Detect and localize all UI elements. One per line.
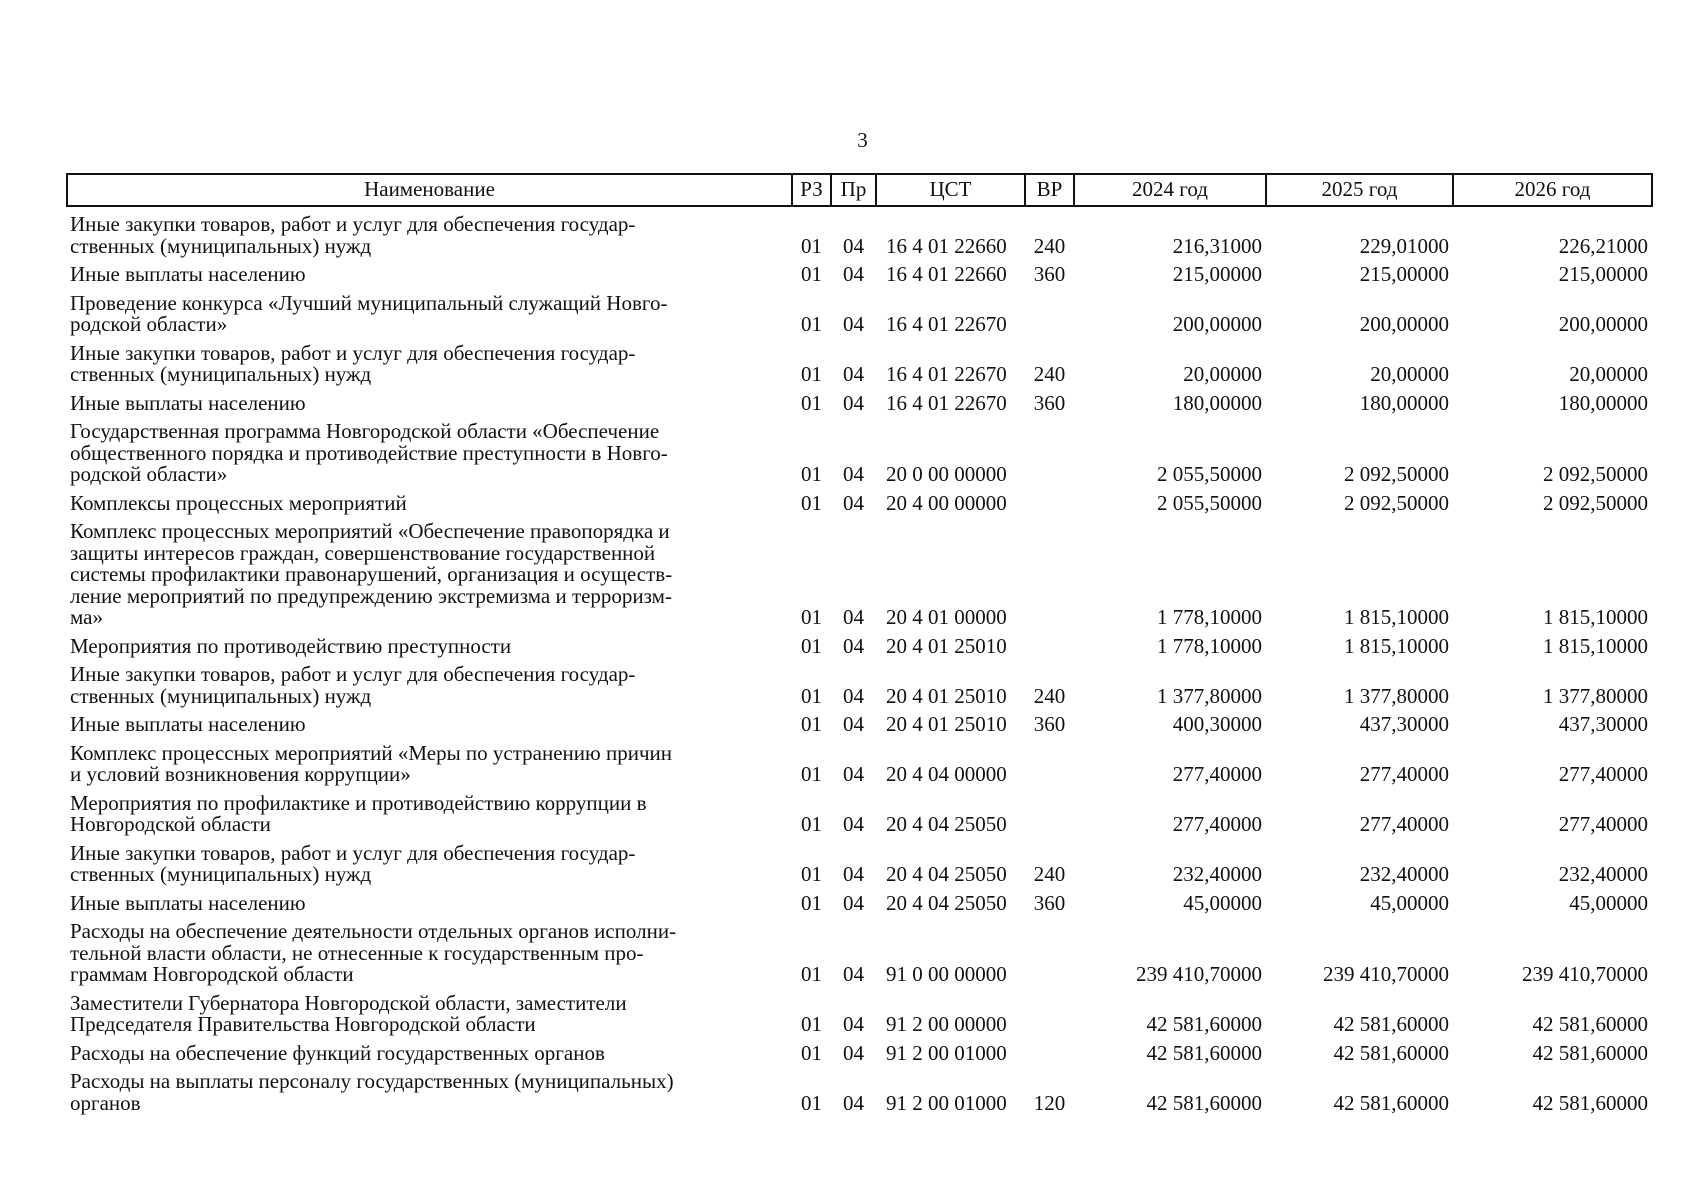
row-value-2024: 215,00000 <box>1172 262 1262 286</box>
row-name-line: Расходы на выплаты персоналу государственных (муниципальных) <box>70 1069 674 1093</box>
row-vr: 240 <box>1033 362 1066 386</box>
row-name-line: Мероприятия по профилактике и противодействию коррупции в <box>70 790 647 815</box>
row-value-2025: 232,40000 <box>1359 862 1449 886</box>
row-value-2025: 239 410,70000 <box>1323 962 1449 986</box>
row-value-2024: 2 055,50000 <box>1157 462 1262 486</box>
row-name-line: Председателя Правительства Новгородской области <box>70 1012 536 1036</box>
row-name <box>67 707 792 736</box>
row-pr: 04 <box>843 683 864 708</box>
table-row <box>67 986 1652 1036</box>
row-name-line: Иные закупки товаров, работ и услуг для обеспечения государ- <box>70 212 636 236</box>
row-cst: 91 0 00 00000 <box>886 962 1007 986</box>
row-name <box>67 1064 792 1114</box>
column-header-2026: 2026 год <box>1453 174 1652 206</box>
row-value-2025: 1 815,10000 <box>1344 605 1449 629</box>
row-pr: 04 <box>843 890 864 915</box>
table-row <box>67 257 1652 286</box>
table-row <box>67 386 1652 415</box>
table-row <box>67 707 1652 736</box>
row-name <box>67 1036 792 1065</box>
row-vr: 240 <box>1033 233 1066 258</box>
row-name <box>67 657 792 707</box>
row-name-line: ственных (муниципальных) нужд <box>70 862 372 886</box>
table-row <box>67 786 1652 836</box>
row-rz: 01 <box>801 862 822 886</box>
row-vr: 360 <box>1033 262 1066 286</box>
row-name-line: Иные закупки товаров, работ и услуг для обеспечения государ- <box>70 340 636 365</box>
row-name-line: Мероприятия по противодействию преступности <box>70 633 512 658</box>
row-cst: 20 4 01 25010 <box>886 633 1007 658</box>
row-pr: 04 <box>843 490 864 515</box>
row-value-2026: 42 581,60000 <box>1532 1012 1648 1036</box>
column-header-pr: Пр <box>831 174 876 206</box>
row-name-line: ственных (муниципальных) нужд <box>70 233 372 258</box>
row-value-2025: 42 581,60000 <box>1333 1090 1449 1115</box>
row-vr: 240 <box>1033 862 1066 886</box>
row-name-line: Комплексы процессных мероприятий <box>70 490 407 515</box>
row-name-line: ственных (муниципальных) нужд <box>70 683 372 708</box>
row-rz: 01 <box>801 233 822 258</box>
row-pr: 04 <box>843 1090 864 1115</box>
row-pr: 04 <box>843 1012 864 1036</box>
row-value-2024: 1 778,10000 <box>1157 633 1262 658</box>
budget-table <box>66 173 1653 1114</box>
row-value-2024: 216,31000 <box>1172 233 1262 258</box>
row-rz: 01 <box>801 890 822 915</box>
row-vr <box>1025 514 1074 629</box>
row-value-2025: 229,01000 <box>1359 233 1449 258</box>
row-name-line: Расходы на обеспечение функций государственных органов <box>70 1040 605 1065</box>
row-value-2026: 215,00000 <box>1558 262 1648 286</box>
row-rz: 01 <box>801 462 822 486</box>
row-rz: 01 <box>801 683 822 708</box>
row-pr: 04 <box>843 712 864 736</box>
row-cst: 20 4 01 00000 <box>886 605 1007 629</box>
row-name <box>67 836 792 886</box>
row-cst: 20 4 04 25050 <box>886 812 1007 836</box>
row-name <box>67 486 792 515</box>
row-name-line: и условий возникновения коррупции» <box>70 762 411 786</box>
row-pr: 04 <box>843 605 864 629</box>
row-name <box>67 386 792 415</box>
row-name-line: Государственная программа Новгородской области «Обеспечение <box>70 419 660 443</box>
row-value-2026: 226,21000 <box>1558 233 1648 258</box>
row-value-2026: 2 092,50000 <box>1543 462 1648 486</box>
row-vr <box>1025 914 1074 986</box>
row-name-line: Комплекс процессных мероприятий «Обеспечение правопорядка и <box>70 519 670 543</box>
row-name-line: Новгородской области <box>70 812 271 836</box>
row-name-line: ма» <box>70 605 103 629</box>
row-cst: 16 4 01 22670 <box>886 362 1007 386</box>
row-value-2026: 42 581,60000 <box>1532 1090 1648 1115</box>
row-pr: 04 <box>843 762 864 786</box>
row-value-2025: 277,40000 <box>1359 812 1449 836</box>
row-cst: 16 4 01 22670 <box>886 312 1007 336</box>
row-value-2024: 42 581,60000 <box>1146 1012 1262 1036</box>
row-rz: 01 <box>801 812 822 836</box>
row-name <box>67 414 792 486</box>
table-header-row <box>67 174 1652 206</box>
row-cst: 20 4 04 25050 <box>886 890 1007 915</box>
row-name-line: Иные закупки товаров, работ и услуг для обеспечения государ- <box>70 662 636 686</box>
row-rz: 01 <box>801 312 822 336</box>
row-vr <box>1025 414 1074 486</box>
table-row <box>67 206 1652 257</box>
row-value-2026: 277,40000 <box>1558 812 1648 836</box>
table-row <box>67 1036 1652 1065</box>
row-value-2024: 277,40000 <box>1172 812 1262 836</box>
row-name-line: защиты интересов граждан, совершенствование государственной <box>70 540 656 565</box>
row-cst: 16 4 01 22670 <box>886 390 1007 415</box>
row-name-line: ление мероприятий по предупреждению экстремизма и терроризм- <box>70 583 672 608</box>
row-value-2024: 200,00000 <box>1172 312 1262 336</box>
row-value-2024: 1 778,10000 <box>1157 605 1262 629</box>
page-number: 3 <box>857 128 868 152</box>
row-rz: 01 <box>801 712 822 736</box>
row-name-line: системы профилактики правонарушений, организация и осуществ- <box>70 562 673 586</box>
row-pr: 04 <box>843 233 864 258</box>
row-vr: 360 <box>1033 890 1066 915</box>
row-value-2026: 277,40000 <box>1558 762 1648 786</box>
row-pr: 04 <box>843 962 864 986</box>
row-value-2025: 42 581,60000 <box>1333 1040 1449 1065</box>
row-pr: 04 <box>843 362 864 386</box>
row-name-line: Проведение конкурса «Лучший муниципальный служащий Новго- <box>70 290 668 315</box>
row-vr <box>1025 986 1074 1036</box>
row-name-line: Иные выплаты населению <box>70 890 306 915</box>
row-vr <box>1025 286 1074 336</box>
row-pr: 04 <box>843 312 864 336</box>
row-value-2024: 180,00000 <box>1172 390 1262 415</box>
row-value-2025: 437,30000 <box>1359 712 1449 736</box>
row-value-2026: 1 377,80000 <box>1543 683 1648 708</box>
table-row <box>67 336 1652 386</box>
row-value-2025: 1 815,10000 <box>1344 633 1449 658</box>
row-value-2026: 2 092,50000 <box>1543 490 1648 515</box>
row-name-line: Иные закупки товаров, работ и услуг для обеспечения государ- <box>70 840 636 865</box>
table-row <box>67 286 1652 336</box>
row-name <box>67 736 792 786</box>
row-name-line: Иные выплаты населению <box>70 390 306 415</box>
row-value-2026: 200,00000 <box>1558 312 1648 336</box>
row-name-line: родской области» <box>70 312 228 336</box>
row-name <box>67 206 792 257</box>
row-value-2024: 277,40000 <box>1172 762 1262 786</box>
row-vr: 240 <box>1033 683 1066 708</box>
table-row <box>67 514 1652 629</box>
row-rz: 01 <box>801 390 822 415</box>
row-pr: 04 <box>843 812 864 836</box>
row-rz: 01 <box>801 262 822 286</box>
row-value-2025: 2 092,50000 <box>1344 490 1449 515</box>
row-rz: 01 <box>801 1012 822 1036</box>
row-vr: 120 <box>1033 1090 1066 1115</box>
row-value-2025: 2 092,50000 <box>1344 462 1449 486</box>
row-value-2024: 1 377,80000 <box>1157 683 1262 708</box>
row-cst: 91 2 00 01000 <box>886 1040 1007 1065</box>
row-value-2025: 180,00000 <box>1359 390 1449 415</box>
column-header-name: Наименование <box>67 174 792 206</box>
row-vr <box>1025 486 1074 515</box>
row-rz: 01 <box>801 962 822 986</box>
row-cst: 91 2 00 00000 <box>886 1012 1007 1036</box>
row-name-line: общественного порядка и противодействие преступности в Новго- <box>70 440 668 465</box>
row-name-line: Иные выплаты населению <box>70 712 306 736</box>
row-value-2026: 1 815,10000 <box>1543 605 1648 629</box>
row-vr <box>1025 1036 1074 1065</box>
table-row <box>67 836 1652 886</box>
row-rz: 01 <box>801 1090 822 1115</box>
row-value-2026: 45,00000 <box>1569 890 1648 915</box>
row-value-2024: 42 581,60000 <box>1146 1090 1262 1115</box>
row-value-2024: 232,40000 <box>1172 862 1262 886</box>
row-pr: 04 <box>843 390 864 415</box>
row-name-line: Заместители Губернатора Новгородской области, заместители <box>70 990 627 1015</box>
row-vr: 360 <box>1033 390 1066 415</box>
row-name <box>67 986 792 1036</box>
row-value-2024: 400,30000 <box>1172 712 1262 736</box>
row-value-2024: 20,00000 <box>1183 362 1262 386</box>
row-rz: 01 <box>801 762 822 786</box>
column-header-rz: РЗ <box>792 174 831 206</box>
row-cst: 20 0 00 00000 <box>886 462 1007 486</box>
row-vr <box>1025 736 1074 786</box>
row-value-2026: 180,00000 <box>1558 390 1648 415</box>
row-value-2024: 239 410,70000 <box>1136 962 1262 986</box>
row-rz: 01 <box>801 605 822 629</box>
row-cst: 20 4 04 25050 <box>886 862 1007 886</box>
row-cst: 20 4 01 25010 <box>886 712 1007 736</box>
row-value-2026: 1 815,10000 <box>1543 633 1648 658</box>
row-value-2026: 42 581,60000 <box>1532 1040 1648 1065</box>
column-header-cst: ЦСТ <box>876 174 1025 206</box>
table-row <box>67 1064 1652 1114</box>
row-rz: 01 <box>801 490 822 515</box>
row-value-2026: 232,40000 <box>1558 862 1648 886</box>
row-name <box>67 286 792 336</box>
row-name <box>67 914 792 986</box>
row-name <box>67 336 792 386</box>
row-pr: 04 <box>843 262 864 286</box>
row-cst: 20 4 01 25010 <box>886 683 1007 708</box>
row-value-2025: 200,00000 <box>1359 312 1449 336</box>
row-name-line: Комплекс процессных мероприятий «Меры по устранению причин <box>70 740 672 765</box>
row-value-2025: 20,00000 <box>1370 362 1449 386</box>
table-row <box>67 736 1652 786</box>
row-vr: 360 <box>1033 712 1066 736</box>
table-body <box>67 206 1652 1114</box>
row-value-2026: 20,00000 <box>1569 362 1648 386</box>
row-pr: 04 <box>843 633 864 658</box>
table-row <box>67 886 1652 915</box>
table-row <box>67 414 1652 486</box>
row-value-2025: 45,00000 <box>1370 890 1449 915</box>
row-value-2026: 437,30000 <box>1558 712 1648 736</box>
column-header-2024: 2024 год <box>1074 174 1266 206</box>
table-row <box>67 486 1652 515</box>
row-rz: 01 <box>801 1040 822 1065</box>
row-name-line: органов <box>70 1090 141 1115</box>
row-name-line: родской области» <box>70 462 228 486</box>
row-name-line: тельной власти области, не отнесенные к государственным про- <box>70 940 644 965</box>
row-value-2025: 1 377,80000 <box>1344 683 1449 708</box>
row-pr: 04 <box>843 1040 864 1065</box>
row-value-2024: 42 581,60000 <box>1146 1040 1262 1065</box>
table-row <box>67 914 1652 986</box>
table-row <box>67 657 1652 707</box>
row-cst: 91 2 00 01000 <box>886 1090 1007 1115</box>
row-name <box>67 257 792 286</box>
row-name <box>67 629 792 658</box>
row-value-2025: 42 581,60000 <box>1333 1012 1449 1036</box>
table-row <box>67 629 1652 658</box>
row-name-line: Иные выплаты населению <box>70 262 306 286</box>
row-name <box>67 886 792 915</box>
row-vr <box>1025 786 1074 836</box>
column-header-2025: 2025 год <box>1266 174 1453 206</box>
row-rz: 01 <box>801 633 822 658</box>
row-cst: 16 4 01 22660 <box>886 262 1007 286</box>
row-vr <box>1025 629 1074 658</box>
row-pr: 04 <box>843 862 864 886</box>
row-value-2026: 239 410,70000 <box>1522 962 1648 986</box>
row-name-line: ственных (муниципальных) нужд <box>70 362 372 386</box>
row-rz: 01 <box>801 362 822 386</box>
row-cst: 20 4 04 00000 <box>886 762 1007 786</box>
row-name-line: граммам Новгородской области <box>70 962 354 986</box>
row-value-2025: 277,40000 <box>1359 762 1449 786</box>
row-cst: 20 4 00 00000 <box>886 490 1007 515</box>
row-value-2024: 2 055,50000 <box>1157 490 1262 515</box>
column-header-vr: ВР <box>1025 174 1074 206</box>
row-name <box>67 514 792 629</box>
row-cst: 16 4 01 22660 <box>886 233 1007 258</box>
row-value-2024: 45,00000 <box>1183 890 1262 915</box>
row-name <box>67 786 792 836</box>
row-name-line: Расходы на обеспечение деятельности отдельных органов исполни- <box>70 919 677 943</box>
row-pr: 04 <box>843 462 864 486</box>
row-value-2025: 215,00000 <box>1359 262 1449 286</box>
